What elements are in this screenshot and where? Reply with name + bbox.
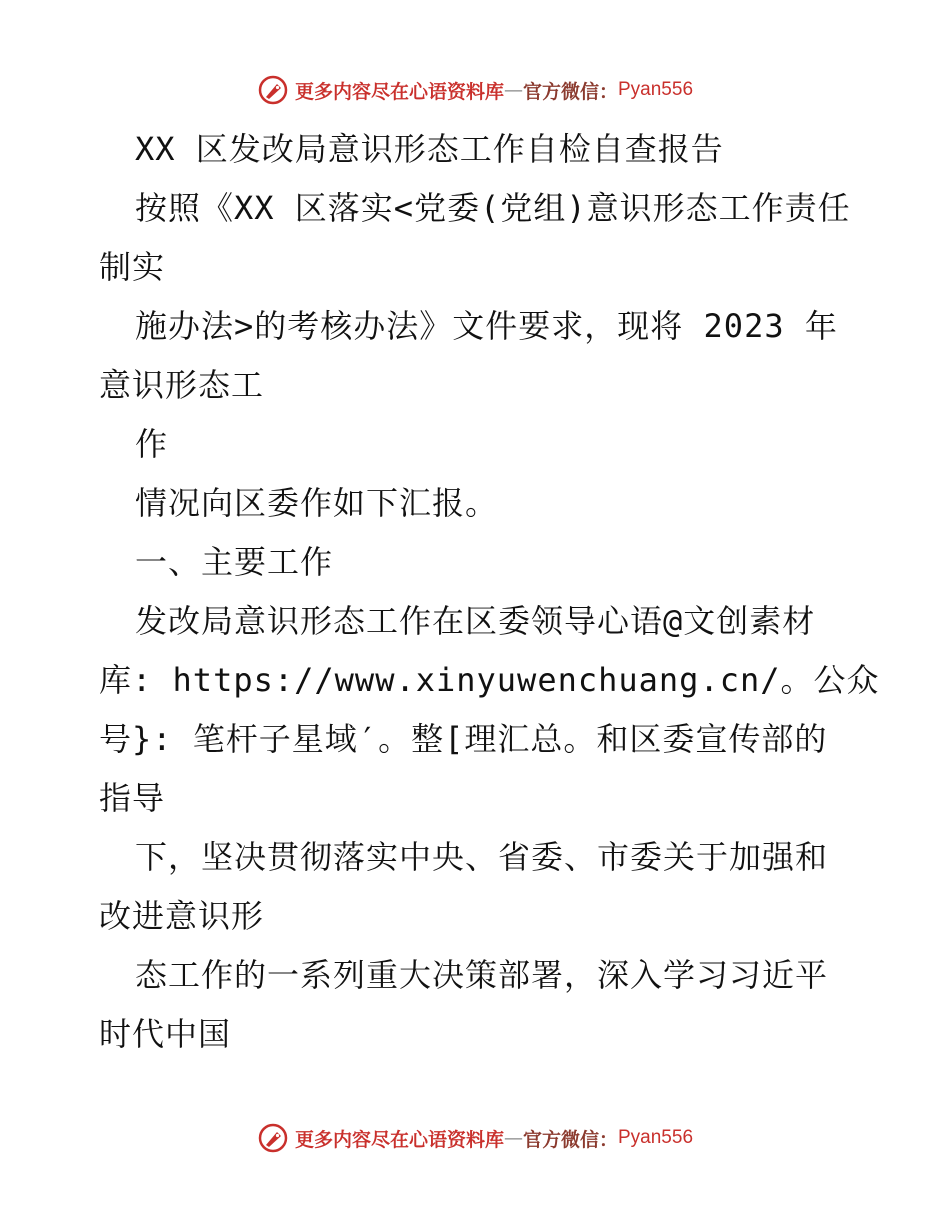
watermark-dash: — — [503, 1127, 523, 1149]
paragraph-line: 制实 — [99, 248, 166, 286]
paragraph-line: 改进意识形 — [99, 897, 265, 935]
document-body — [99, 120, 880, 1064]
paragraph-line: 时代中国 — [99, 1015, 232, 1053]
watermark-wechat-label: 官方微信： — [522, 80, 618, 103]
watermark-wechat-id: Pyan556 — [618, 1127, 694, 1148]
paragraph-line: 情况向区委作如下汇报。 — [135, 484, 499, 522]
paragraph-line: 下，坚决贯彻落实中央、省委、市委关于加强和 — [135, 838, 829, 876]
section-heading: 一、主要工作 — [135, 543, 334, 581]
watermark-header — [0, 68, 950, 112]
paragraph-line: 按照《XX 区落实<党委(党组)意识形态工作责任 — [135, 189, 851, 227]
pen-nib-icon — [257, 1122, 289, 1154]
document-title: XX 区发改局意识形态工作自检自查报告 — [135, 130, 724, 168]
watermark-footer — [0, 1116, 950, 1160]
paragraph-line: 作 — [135, 425, 169, 463]
watermark-site-text: 更多内容尽在心语资料库 — [294, 80, 504, 103]
paragraph-line: 态工作的一系列重大决策部署，深入学习习近平 — [135, 956, 829, 994]
paragraph-line: 库: https://www.xinyuwenchuang.cn/。公众 — [99, 661, 880, 699]
paragraph-line: 意识形态工 — [99, 366, 265, 404]
paragraph-line: 施办法>的考核办法》文件要求，现将 2023 年 — [135, 307, 838, 345]
watermark-site-text: 更多内容尽在心语资料库 — [294, 1128, 504, 1151]
paragraph-line: 号}: 笔杆子星域′。整[理汇总。和区委宣传部的 — [99, 720, 828, 758]
watermark-wechat-id: Pyan556 — [618, 79, 694, 100]
watermark-dash: — — [503, 79, 523, 101]
paragraph-line: 指导 — [99, 779, 166, 817]
pen-nib-icon — [257, 74, 289, 106]
paragraph-line: 发改局意识形态工作在区委领导心语@文创素材 — [135, 602, 816, 640]
watermark-wechat-label: 官方微信： — [522, 1128, 618, 1151]
